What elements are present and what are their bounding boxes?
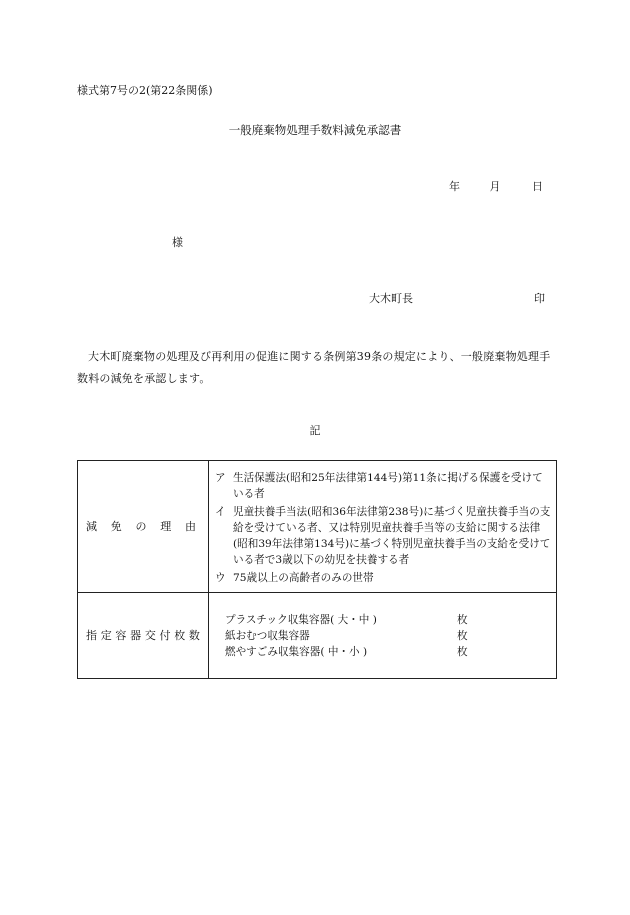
count-line	[225, 644, 556, 660]
form-number: 様式第7号の2(第22条関係)	[77, 84, 213, 97]
reason-item	[215, 470, 552, 502]
count-label-char: 指	[86, 629, 97, 642]
count-label-char: 定	[100, 629, 112, 642]
reason-label-char: 理	[160, 520, 172, 533]
date-day-label: 日	[532, 180, 543, 193]
reason-text: 児童扶養手当法(昭和36年法律第238号)に基づく児童扶養手当の支給を受けている者、又は特別児童扶養手当等の支給に関する法律(昭和39年法律第134号)に基づく特別児童扶養手当の支給を受けている者で3歳以下の幼児を扶養する者	[233, 506, 551, 566]
reason-label-char: の	[135, 520, 147, 533]
document-title: 一般廃棄物処理手数料減免承認書	[228, 123, 402, 137]
count-label-char: 数	[188, 629, 200, 642]
reason-mark: ア	[215, 472, 226, 484]
reason-mark: イ	[215, 506, 226, 518]
body-paragraph: 大木町廃棄物の処理及び再利用の促進に関する条例第39条の規定により、一般廃棄物処理手数料の減免を承認します。	[77, 350, 551, 385]
reason-item	[215, 504, 552, 568]
count-label-char: 交	[144, 629, 156, 642]
reason-label-char: 由	[185, 520, 196, 533]
count-label-char: 器	[130, 629, 142, 642]
container-item: プラスチック収集容器( 大・中 )	[225, 613, 377, 626]
count-label-char: 付	[159, 629, 171, 642]
reason-label-char: 減	[86, 520, 97, 533]
issuer-name: 大木町長	[369, 292, 413, 305]
date-year-label: 年	[449, 180, 460, 193]
count-label	[78, 630, 208, 641]
ki-heading: 記	[309, 424, 321, 437]
count-unit: 枚	[457, 629, 468, 642]
count-row	[78, 593, 557, 679]
date-line	[449, 181, 543, 192]
reason-mark: ウ	[215, 572, 226, 584]
reason-item	[215, 570, 552, 586]
date-month-label: 月	[489, 180, 501, 193]
count-label-char: 枚	[174, 629, 186, 642]
seal-mark: 印	[534, 292, 545, 305]
count-line	[225, 612, 556, 628]
count-label-cell	[78, 593, 209, 679]
counts-cell	[209, 593, 557, 679]
reason-label-char: 免	[110, 520, 122, 533]
reason-text: 75歳以上の高齢者のみの世帯	[233, 572, 374, 584]
reason-label	[78, 521, 208, 532]
count-unit: 枚	[457, 613, 468, 626]
count-label-char: 容	[115, 629, 127, 642]
detail-table	[77, 460, 557, 679]
reason-label-cell	[78, 461, 209, 593]
count-unit: 枚	[457, 645, 468, 658]
addressee-suffix: 様	[172, 236, 183, 249]
count-line	[225, 628, 556, 644]
reason-text: 生活保護法(昭和25年法律第144号)第11条に掲げる保護を受けている者	[233, 472, 543, 500]
container-item: 紙おむつ収集容器	[225, 629, 310, 642]
container-item: 燃やすごみ収集容器( 中・小 )	[225, 645, 368, 658]
reason-row	[78, 461, 557, 593]
reasons-cell	[209, 461, 557, 593]
